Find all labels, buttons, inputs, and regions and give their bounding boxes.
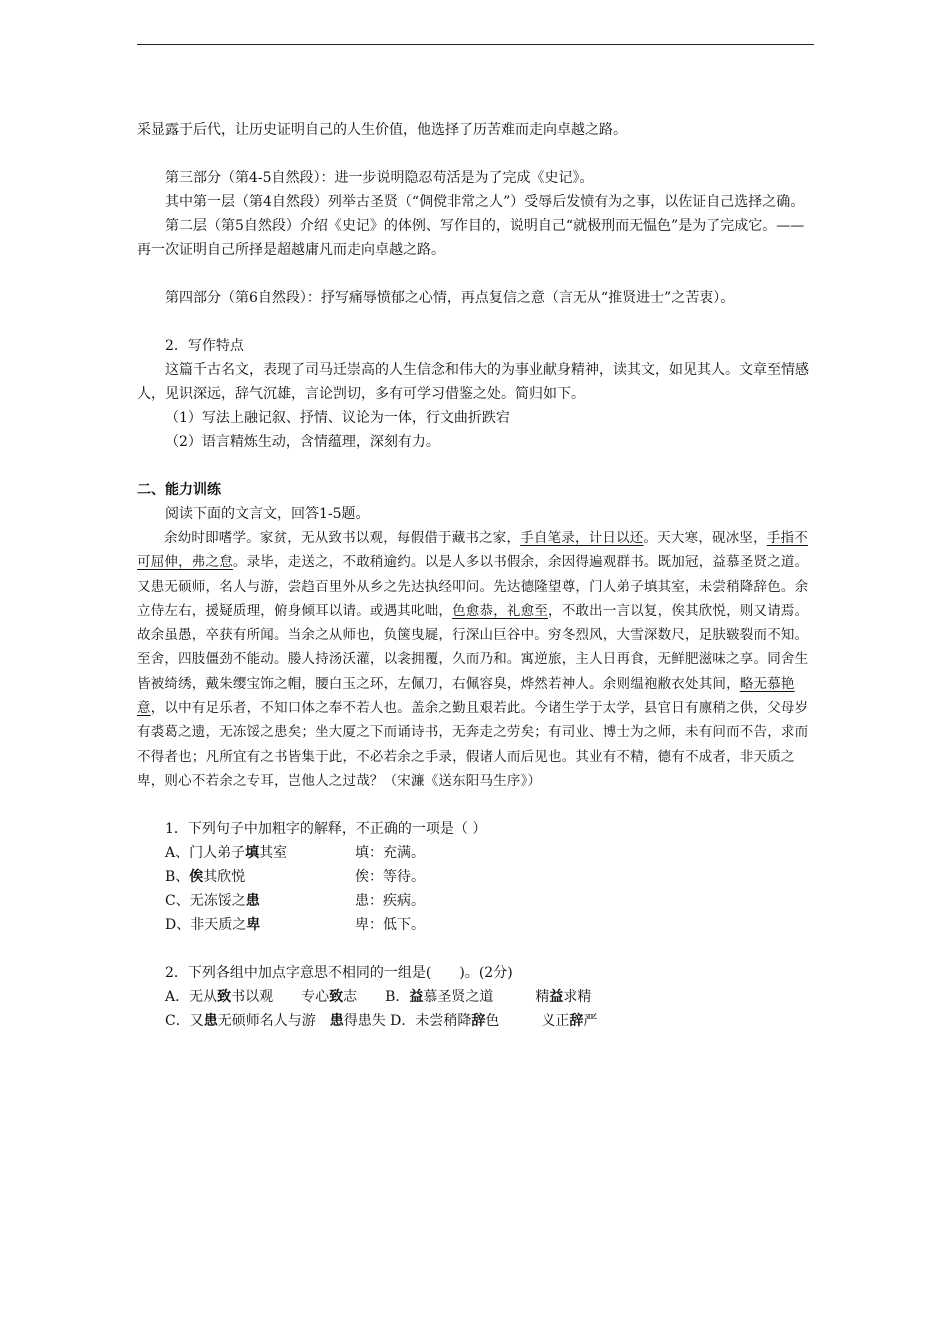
option-gloss: 填：充满。: [355, 845, 425, 862]
option-gloss: 卑：低下。: [355, 917, 425, 934]
passage-text: ，以中有足乐者，不知口体之奉不若人也。盖余之勤且艰若此。今诸生学于太学，县官日有廪稍之供，父母岁有裘葛之遗，无冻馁之患矣；坐大厦之下而诵诗书，无奔走之劳矣；有司业、博士为之师，未有问而不告，求而不得者也；凡所宜有之书皆集于此，不必若余之手录，假诸人而后见也。其业有不精，德有不成者，非天质之卑，则心不若余之专耳，岂他人之过哉？（宋濂《送东阳马生序》）: [137, 700, 809, 789]
underlined-phrase: 色愈恭，礼愈至: [452, 602, 549, 619]
question-2-row-ab: A．无从 致 书以观 专心 致 志 B． 益 慕圣贤之道 精 益 求精: [165, 989, 592, 1006]
underlined-phrase: 略无慕艳意: [137, 675, 795, 717]
passage-text: ，不敢出一言以复，俟其欣悦，则又请焉。故余虽愚，卒获有所闻。当余之从师也，负箧曳屣，行深山巨谷中。穷冬烈风，大雪深数尺，足肤皲裂而不知。至舍，四肢僵劲不能动。媵人持汤沃灌，以衾拥覆，久而乃和。寓逆旅，主人日再食，无鲜肥滋味之享。同舍生皆被绮绣，戴朱缨宝饰之帽，腰白玉之环，左佩刀，右佩容臭，烨然若神人。余则缊袍敝衣处其间，: [137, 602, 809, 692]
question-1-option-d: D、非天质之卑 卑：低下。: [137, 913, 814, 937]
option-gloss: 患：疾病。: [355, 893, 425, 910]
question-2-row-cd: C．又 患 无硕师名人与游 患 得患失 D．未尝稍降 辞 色 义正 辞 严: [165, 1013, 598, 1030]
writing-item-1: （1）写法上融记叙、抒情、议论为一体，行文曲折跌宕: [165, 410, 510, 426]
writing-item-2: （2）语言精炼生动，含情蕴理，深刻有力。: [165, 434, 440, 450]
question-1-option-c: C、无冻馁之患 患：疾病。: [137, 889, 814, 913]
paragraph-layer2: 第二层（第5自然段）介绍《史记》的体例、写作目的，说明自己“就极刑而无愠色”是为了完成它。——再一次证明自己所择是超越庸凡而走向卓越之路。: [137, 218, 805, 258]
underlined-phrase: 手指不可屈伸，弗之怠: [137, 530, 808, 571]
passage-text: 余幼时即嗜学。家贫，无从致书以观，每假借于藏书之家，: [164, 530, 521, 546]
paragraph-part3: 第三部分（第4-5自然段）：进一步说明隐忍苟活是为了完成《史记》。: [165, 170, 594, 186]
header-rule: [137, 44, 814, 45]
section-title: 二、能力训练: [137, 482, 221, 498]
passage-text: 。天大寒，砚冰坚，: [643, 530, 767, 546]
document-body: [137, 118, 814, 1033]
passage: [137, 526, 814, 793]
question-1-option-b: B、俟其欣悦 俟：等待。: [137, 865, 814, 889]
question-1-option-a: A、门人弟子填其室 填：充满。: [137, 841, 814, 865]
paragraph-part4: 第四部分（第6自然段）：抒写痛辱愤郁之心情，再点复信之意（言无从“推贤进士”之苦衷）。: [165, 290, 735, 306]
paragraph-continuation: 采显露于后代，让历史证明自己的人生价值，他选择了历苦难而走向卓越之路。: [137, 122, 627, 138]
underlined-phrase: 手自笔录，计日以还: [520, 530, 644, 546]
passage-text: 。录毕，走送之，不敢稍逾约。以是人多以书假余，余因得遍观群书。既加冠，益慕圣贤之道。又患无硕师，名人与游，尝趋百里外从乡之先达执经叩问。先达德隆望尊，门人弟子填其室，未尝稍降辞色。余立侍左右，援疑质理，俯身倾耳以请。或遇其叱咄，: [137, 554, 809, 619]
writing-heading: 2．写作特点: [165, 338, 244, 354]
question-2-stem: 2．下列各组中加点字意思不相同的一组是( )。(2分): [165, 965, 513, 982]
option-gloss: 俟：等待。: [355, 869, 425, 886]
writing-body: 这篇千古名文，表现了司马迁崇高的人生信念和伟大的为事业献身精神，读其文，如见其人。文章至情感人，见识深远，辞气沉雄，言论剀切，多有可学习借鉴之处。简归如下。: [137, 362, 809, 402]
question-1-stem: 1．下列句子中加粗字的解释，不正确的一项是（ ）: [165, 821, 487, 838]
instruction: 阅读下面的文言文，回答1-5题。: [165, 506, 370, 522]
paragraph-layer1: 其中第一层（第4自然段）列举古圣贤（“倜傥非常之人”）受辱后发愤有为之事，以佐证自己选择之确。: [165, 194, 805, 210]
